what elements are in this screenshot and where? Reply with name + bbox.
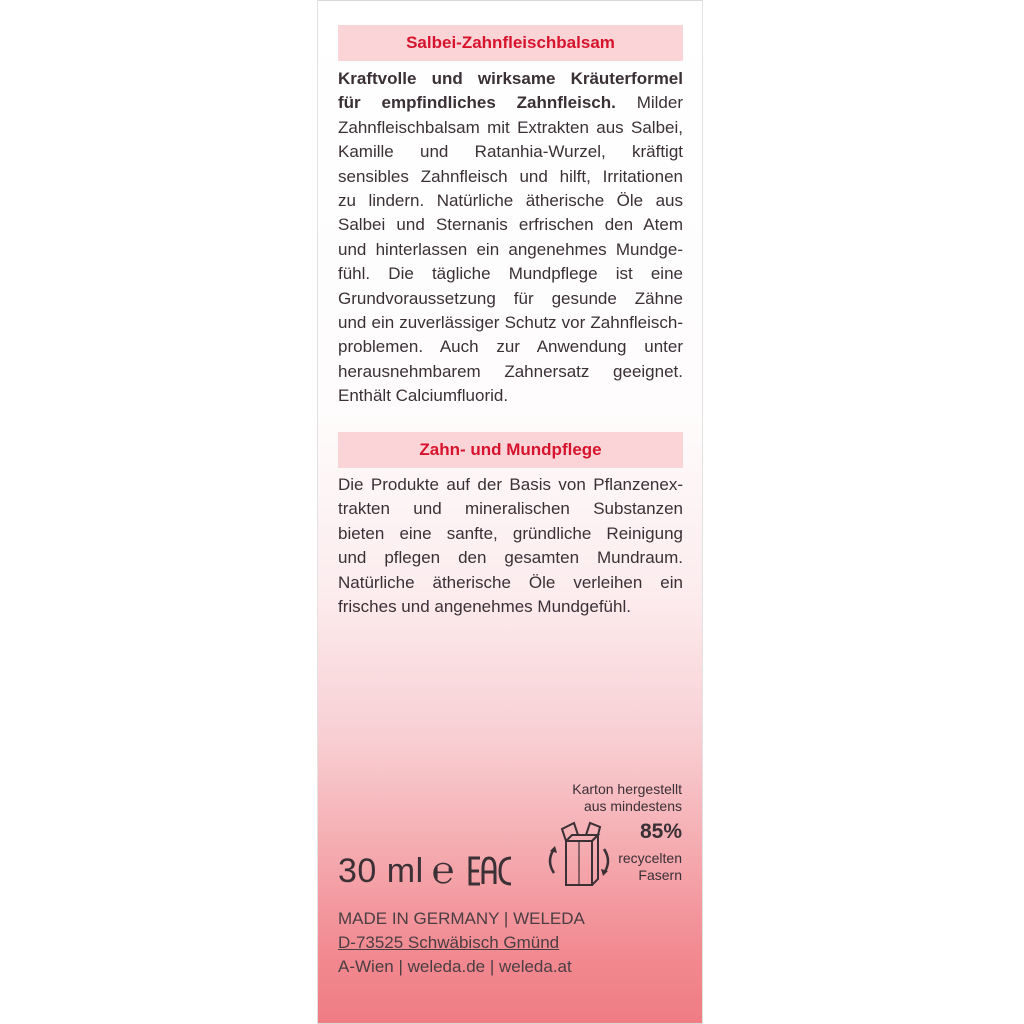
range-line: bieten eine sanfte, gründliche Reinigung: [338, 523, 683, 543]
range-line: und pflegen den gesamten Mundraum.: [338, 548, 683, 568]
recycling-line-4: Fasern: [638, 867, 682, 883]
section-heading-product-text: Salbei-Zahnfleischbalsam: [406, 33, 615, 52]
description-line: problemen. Auch zur Anwendung unter: [338, 337, 683, 357]
description-line: Kraftvolle und wirksame Kräuterformel: [338, 69, 683, 88]
estimated-sign-icon: ℮: [431, 850, 455, 892]
range-line: trakten und mineralischen Substanzen: [338, 499, 683, 519]
description-rest-part: Milder: [615, 93, 683, 113]
range-line: Die Produkte auf der Basis von Pflanzenex-: [338, 475, 683, 494]
recycling-line-2: aus mindestens: [583, 798, 682, 814]
description-line: und ein zuverlässiger Schutz vor Zahnfleisch-: [338, 313, 683, 333]
description-line: Kamille und Ratanhia-Wurzel, kräftigt: [338, 142, 683, 162]
range-line: frisches und angenehmes Mundgefühl.: [338, 597, 631, 617]
description-bold-part: für empfindliches Zahnfleisch.: [338, 93, 616, 113]
recycling-line-1: Karton hergestellt: [572, 781, 682, 797]
description-line: zu lindern. Natürliche ätherische Öle aus: [338, 191, 683, 211]
section-heading-product: [338, 25, 683, 61]
recycling-percent: 85%: [639, 820, 682, 843]
description-line: Grundvoraussetzung für gesunde Zähne: [338, 288, 683, 308]
description-line: Enthält Calciumfluorid.: [338, 386, 509, 406]
range-line: Natürliche ätherische Öle verleihen ein: [338, 572, 683, 592]
description-line: herausnehmbarem Zahnersatz geeignet.: [338, 361, 683, 381]
package-back-panel: [318, 0, 702, 1024]
range-description: [338, 473, 683, 619]
eac-logo-icon: [468, 855, 514, 887]
eac-mark-icon: [468, 855, 514, 887]
footer-origin: MADE IN GERMANY | WELEDA: [338, 909, 585, 928]
section-heading-range-text: Zahn- und Mundpflege: [419, 440, 602, 459]
description-line: und hinterlassen ein angenehmes Mundge-: [338, 239, 683, 259]
volume-row: [338, 849, 514, 893]
recycling-note-top: [482, 781, 682, 815]
description-line: [338, 91, 683, 115]
volume-label: 30 ml: [338, 851, 424, 890]
product-description: [338, 67, 683, 409]
description-line: Salbei und Sternanis erfrischen den Atem: [338, 215, 683, 235]
footer-address: D-73525 Schwäbisch Gmünd: [338, 933, 560, 952]
recycled-carton-icon: [542, 819, 616, 889]
description-line: fühl. Die tägliche Mundpflege ist eine: [338, 264, 683, 284]
section-heading-range: [338, 432, 683, 468]
recycling-line-3: recycelten: [618, 850, 682, 866]
footer-websites: A-Wien | weleda.de | weleda.at: [338, 957, 572, 976]
description-line: Zahnfleischbalsam mit Extrakten aus Salbei,: [338, 117, 683, 137]
description-line: sensibles Zahnfleisch und hilft, Irritationen: [338, 166, 683, 186]
